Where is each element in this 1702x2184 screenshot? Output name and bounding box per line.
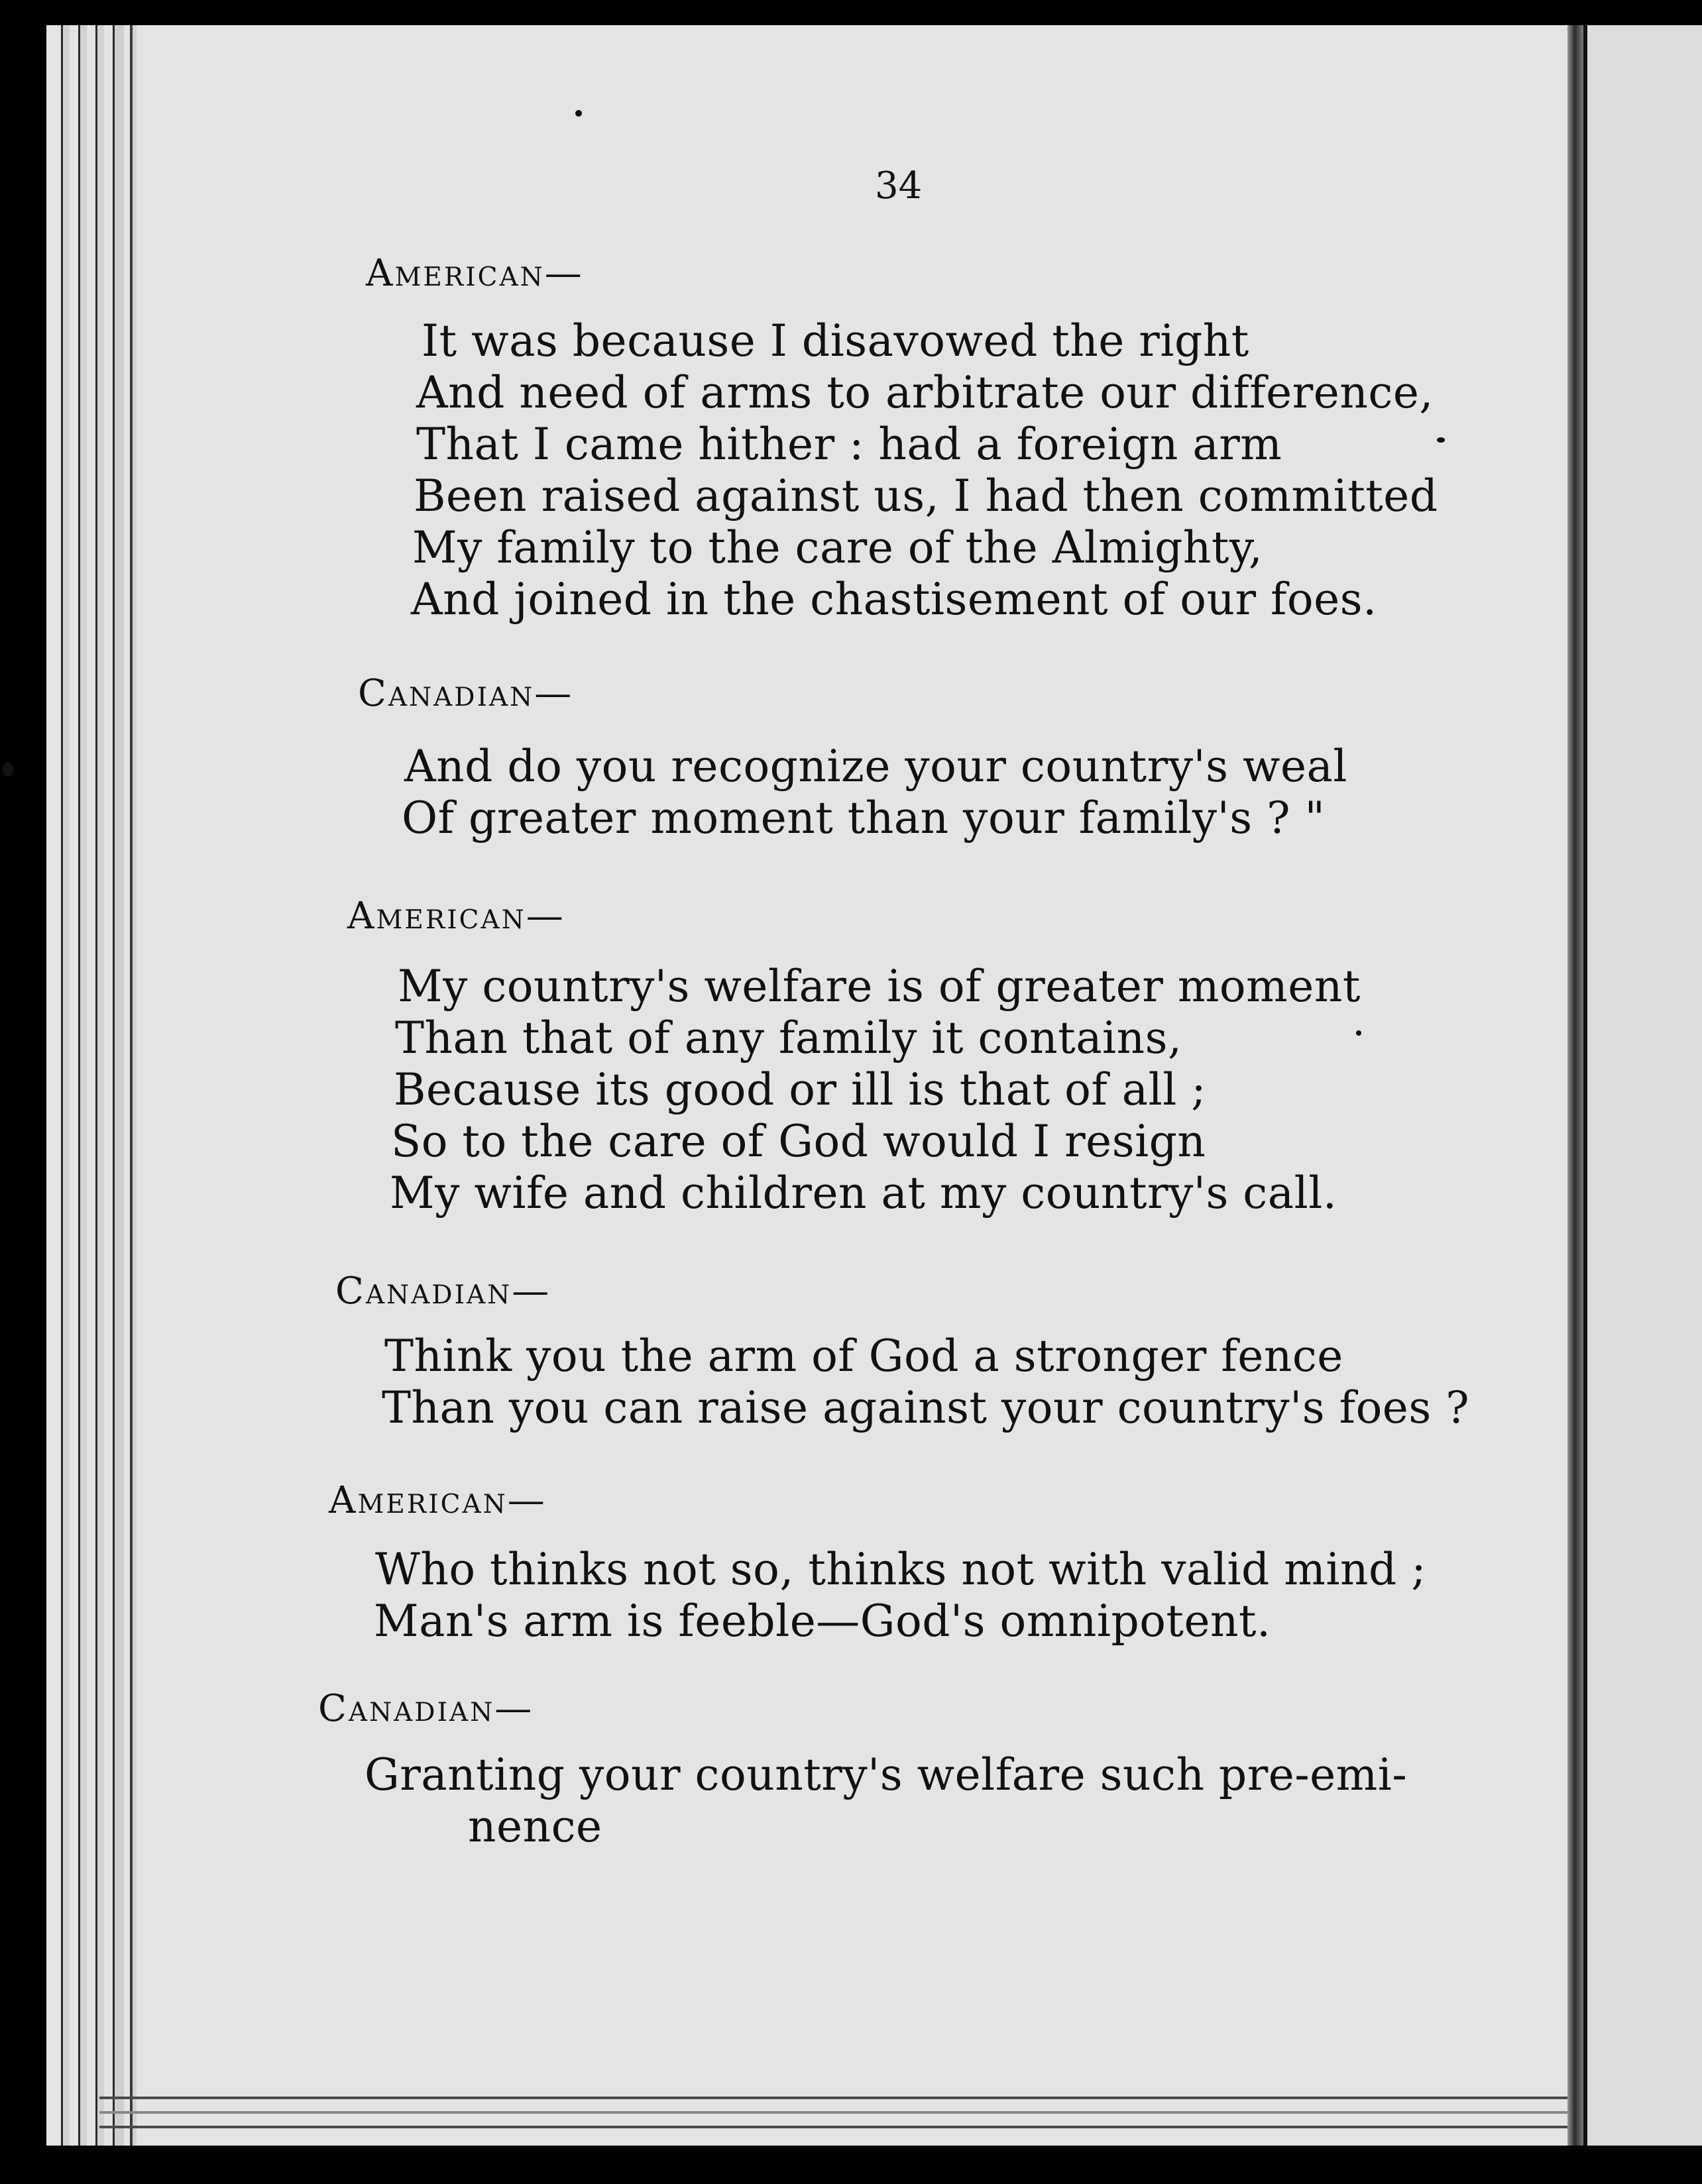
ink-speck (575, 110, 582, 117)
facing-page-edge (1583, 25, 1702, 2146)
speaker-label: American— (329, 1479, 547, 1522)
speaker-label: American— (366, 252, 584, 295)
verse-line: Than you can raise against your country's foes ? (382, 1382, 1470, 1433)
verse-line: That I came hither : had a foreign arm (416, 419, 1282, 470)
page-edge (95, 25, 104, 2146)
verse-line: nence (468, 1801, 602, 1852)
verse-line: My wife and children at my country's call. (390, 1168, 1337, 1219)
verse-line: Than that of any family it contains, (395, 1012, 1182, 1064)
verse-line: Man's arm is feeble—God's omnipotent. (374, 1596, 1271, 1647)
book-gutter (1567, 25, 1583, 2146)
verse-line: And do you recognize your country's weal (404, 741, 1347, 792)
ink-speck (3, 762, 13, 777)
verse-line: Because its good or ill is that of all ; (394, 1064, 1207, 1115)
verse-line: Who thinks not so, thinks not with valid mind ; (375, 1544, 1426, 1595)
page-edge (61, 25, 70, 2146)
page-bottom-edge (99, 2097, 1577, 2099)
speaker-label: Canadian— (318, 1687, 534, 1730)
page-edge (130, 25, 137, 2146)
verse-line: And need of arms to arbitrate our difference, (416, 367, 1434, 418)
verse-line: So to the care of God would I resign (391, 1116, 1206, 1167)
page-bottom-edge (99, 2111, 1577, 2114)
ink-speck (1437, 437, 1445, 443)
verse-line: Of greater moment than your family's ? " (402, 792, 1326, 844)
verse-line: Think you the arm of God a stronger fence (384, 1331, 1343, 1382)
page-edge (113, 25, 124, 2146)
verse-line: It was because I disavowed the right (422, 315, 1249, 366)
verse-line: Granting your country's welfare such pre-emi- (365, 1749, 1408, 1800)
ink-speck (1356, 1030, 1361, 1036)
speaker-label: Canadian— (335, 1270, 551, 1313)
verse-line: And joined in the chastisement of our foes. (411, 574, 1377, 625)
page-number: 34 (875, 164, 923, 207)
page-bottom-edge (99, 2126, 1577, 2128)
verse-line: My family to the care of the Almighty, (412, 522, 1263, 573)
speaker-label: American— (347, 895, 565, 938)
verse-line: My country's welfare is of greater moment (398, 961, 1361, 1012)
page-edge (78, 25, 87, 2146)
speaker-label: Canadian— (358, 672, 574, 715)
verse-line: Been raised against us, I had then committed (414, 470, 1438, 521)
